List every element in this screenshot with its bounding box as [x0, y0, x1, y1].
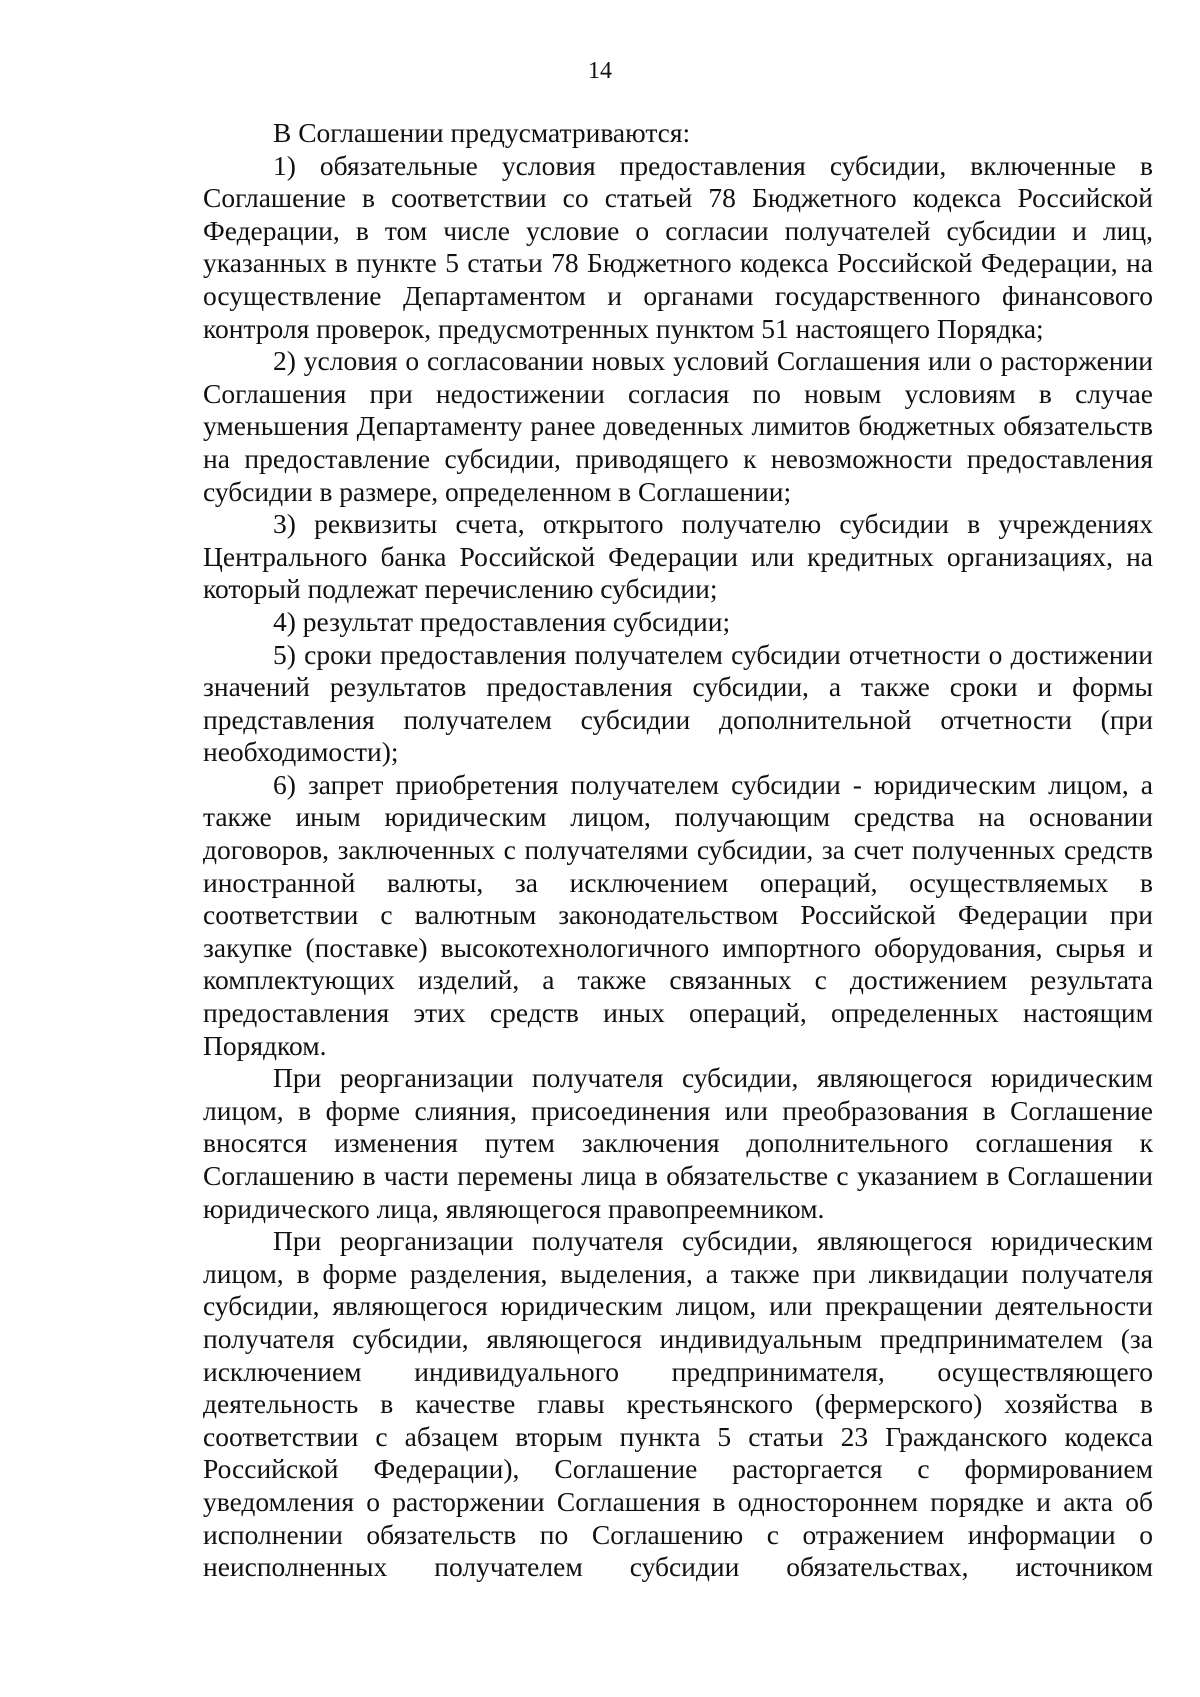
- paragraph-item-4: 4) результат предоставления субсидии;: [273, 605, 731, 637]
- paragraph-item-3: 3) реквизиты счета, открытого получателю субсидии в учреждениях Центрального банка Российской Федерации или кредитных организациях, на который подлежат перечислению субсидии;: [203, 508, 1153, 605]
- paragraph-item-5: 5) сроки предоставления получателем субсидии отчетности о достижении значений результатов предоставления субсидии, а также сроки и формы представления получателем субсидии дополнительной отчетности (при необходимости);: [203, 638, 1153, 768]
- paragraph-reorganization-division: При реорганизации получателя субсидии, являющегося юридическим лицом, в форме разделения, выделения, а также при ликвидации получателя субсидии, являющегося юридическим лицом, или прекращении деятельности получателя субсидии, являющегося индивидуальным предпринимателем (за исключением индивидуального предпринимателя, осуществляющего деятельность в качестве главы крестьянского (фермерского) хозяйства в соответствии с абзацем вторым пункта 5 статьи 23 Гражданского кодекса Российской Федерации), Соглашение расторгается с формированием уведомления о расторжении Соглашения в одностороннем порядке и акта об исполнении обязательств по Соглашению с отражением информации о неисполненных получателем субсидии обязательствах, источником: [203, 1225, 1153, 1583]
- paragraph-reorganization-merger: При реорганизации получателя субсидии, являющегося юридическим лицом, в форме слияния, присоединения или преобразования в Соглашение вносятся изменения путем заключения дополнительного соглашения к Соглашению в части перемены лица в обязательстве с указанием в Соглашении юридического лица, являющегося правопреемником.: [203, 1062, 1153, 1224]
- paragraph-intro: В Соглашении предусматриваются:: [273, 117, 691, 148]
- paragraph-item-6: 6) запрет приобретения получателем субсидии - юридическим лицом, а также иным юридическим лицом, получающим средства на основании договоров, заключенных с получателями субсидии, за счет полученных средств иностранной валюты, за исключением операций, осуществляемых в соответствии с валютным законодательством Российской Федерации при закупке (поставке) высокотехнологичного импортного оборудования, сырья и комплектующих изделий, а также связанных с достижением результата предоставления этих средств иных операций, определенных настоящим Порядком.: [203, 768, 1153, 1061]
- paragraph-item-2: 2) условия о согласовании новых условий Соглашения или о расторжении Соглашения при недостижении согласия по новым условиям в случае уменьшения Департаменту ранее доведенных лимитов бюджетных обязательств на предоставление субсидии, приводящего к невозможности предоставления субсидии в размере, определенном в Соглашении;: [203, 345, 1153, 507]
- document-body: [203, 117, 1153, 1584]
- page-number: 14: [588, 58, 612, 84]
- paragraph-item-1: 1) обязательные условия предоставления субсидии, включенные в Соглашение в соответствии со статьей 78 Бюджетного кодекса Российской Федерации, в том числе условие о согласии получателей субсидии и лиц, указанных в пункте 5 статьи 78 Бюджетного кодекса Российской Федерации, на осуществление Департаментом и органами государственного финансового контроля проверок, предусмотренных пунктом 51 настоящего Порядка;: [203, 149, 1153, 344]
